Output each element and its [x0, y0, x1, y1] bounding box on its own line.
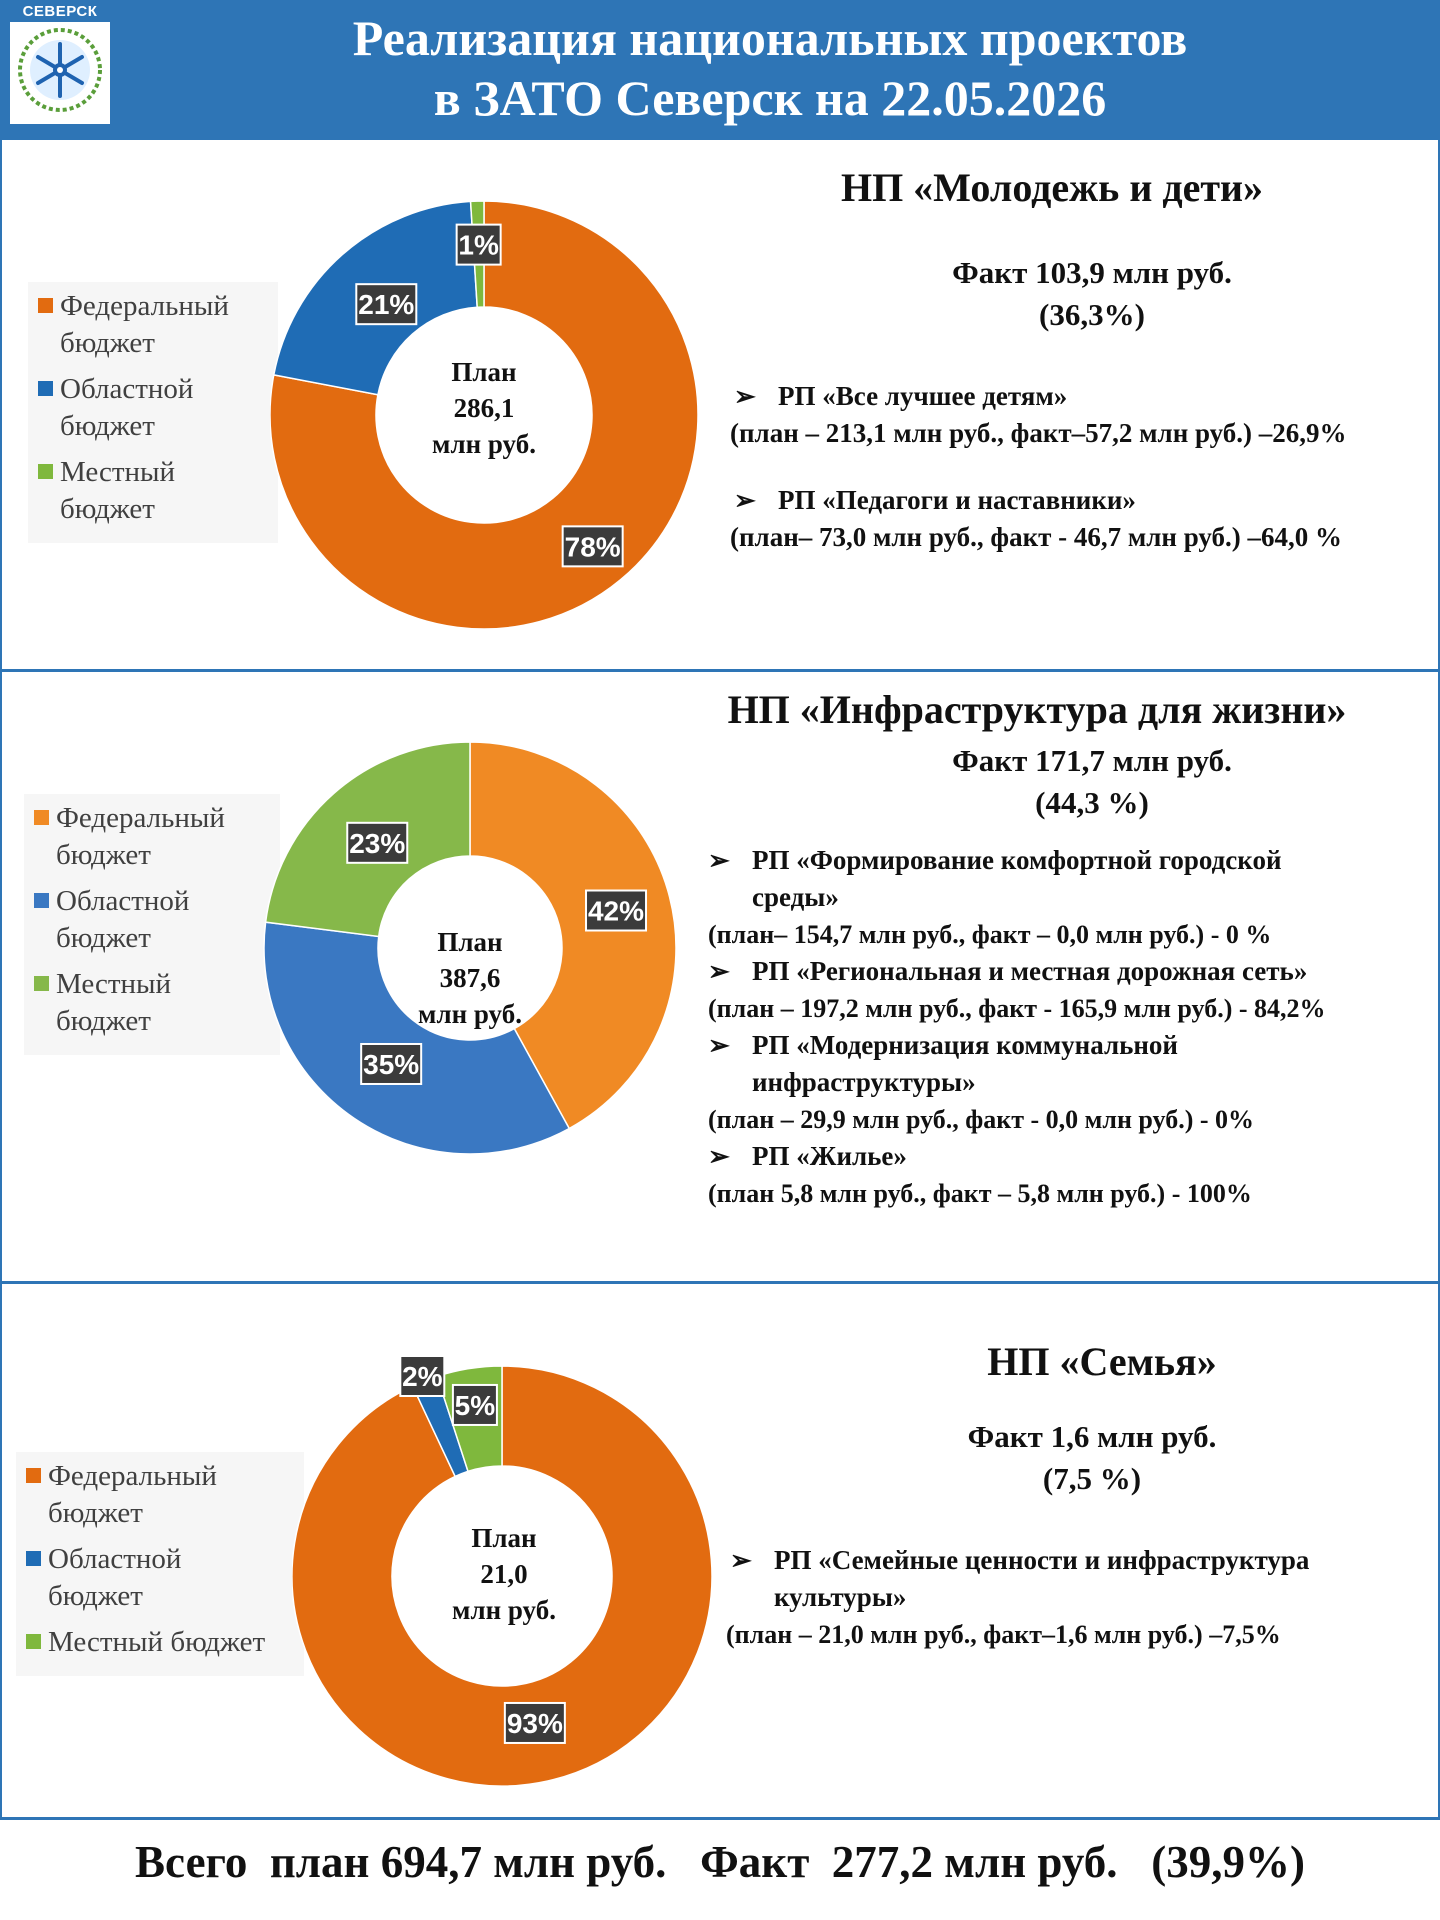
data-label-regional	[361, 1044, 421, 1084]
legend-item-federal	[26, 1458, 294, 1532]
rp-name-text: РП «Региональная и местная дорожная сеть»	[752, 956, 1308, 986]
rp-item	[730, 378, 1430, 452]
np-title: НП «Инфраструктура для жизни»	[727, 687, 1347, 732]
legend-swatch-federal	[26, 1468, 41, 1483]
title-line-2: в ЗАТО Северск на 22.05.2026	[433, 70, 1107, 126]
rp-item	[708, 953, 1438, 1027]
legend-label-federal: Федеральный бюджет	[60, 290, 229, 359]
np-title: НП «Молодежь и дети»	[840, 165, 1264, 210]
rp-list	[726, 1542, 1426, 1653]
svg-text:2%: 2%	[402, 1361, 443, 1392]
logo-ribbon-text: СЕВЕРСК	[10, 2, 110, 22]
arrowhead-bullet-icon: ➢	[708, 957, 730, 986]
rp-name	[734, 482, 1434, 519]
arrowhead-bullet-icon: ➢	[708, 1031, 730, 1060]
legend-swatch-local	[26, 1634, 41, 1649]
svg-text:5%: 5%	[454, 1389, 496, 1421]
rp-name-text: РП «Семейные ценности и инфраструктура культуры»	[774, 1545, 1310, 1612]
section-infrastructure	[0, 672, 1440, 1284]
rp-details: (план – 29,9 млн руб., факт - 0,0 млн руб.) - 0%	[708, 1105, 1255, 1134]
rp-name	[708, 953, 1438, 990]
legend-swatch-regional	[26, 1551, 41, 1566]
rp-item	[708, 1027, 1438, 1138]
rp-name-text: РП «Жилье»	[752, 1141, 907, 1171]
legend-swatch-regional	[34, 893, 49, 908]
rp-details: (план – 197,2 млн руб., факт - 165,9 млн руб.) - 84,2%	[708, 994, 1326, 1023]
rp-details: (план 5,8 млн руб., факт – 5,8 млн руб.) - 100%	[708, 1179, 1252, 1208]
chart-legend	[16, 1452, 304, 1676]
rp-name-text: РП «Модернизация коммунальной инфраструктуры»	[752, 1030, 1178, 1097]
rp-details: (план– 154,7 млн руб., факт – 0,0 млн руб.) - 0 %	[708, 920, 1272, 949]
legend-label-local: Местный бюджет	[48, 1626, 266, 1658]
data-label-local	[347, 823, 407, 863]
header-banner	[0, 0, 1440, 140]
svg-text:23%: 23%	[349, 827, 406, 859]
fact-summary	[882, 740, 1302, 824]
chart-center-label: План 387,6 млн руб.	[418, 927, 522, 1029]
legend-item-federal	[34, 800, 270, 874]
legend-swatch-federal	[38, 298, 53, 313]
legend-label-local: Местный бюджет	[56, 968, 172, 1037]
data-label-federal	[563, 526, 623, 566]
section-youth-children	[0, 140, 1440, 672]
rp-name-text: РП «Формирование комфортной городской среды»	[752, 845, 1282, 912]
section-family	[0, 1284, 1440, 1820]
rp-item	[708, 1138, 1438, 1212]
rp-details: (план– 73,0 млн руб., факт - 46,7 млн руб.) –64,0 %	[730, 522, 1343, 552]
fact-summary	[882, 1416, 1302, 1500]
fact-amount: Факт 171,7 млн руб.	[952, 743, 1232, 778]
grand-total: Всего план 694,7 млн руб. Факт 277,2 млн руб. (39,9%)	[135, 1837, 1305, 1887]
legend-item-local	[38, 454, 268, 528]
rp-name-text: РП «Все лучшее детям»	[778, 381, 1068, 411]
data-label-local	[457, 225, 501, 265]
legend-item-local	[26, 1624, 294, 1661]
rp-name	[734, 378, 1434, 415]
legend-label-local: Местный бюджет	[60, 456, 176, 525]
legend-item-regional	[34, 883, 270, 957]
rp-list	[730, 378, 1430, 556]
fact-percent: (36,3%)	[1039, 297, 1145, 332]
svg-text:78%: 78%	[564, 531, 621, 563]
arrowhead-bullet-icon: ➢	[734, 382, 756, 411]
fact-amount: Факт 1,6 млн руб.	[967, 1419, 1217, 1454]
svg-text:42%: 42%	[587, 895, 645, 927]
legend-item-regional	[38, 371, 268, 445]
fact-percent: (7,5 %)	[1042, 1461, 1142, 1496]
arrowhead-bullet-icon: ➢	[734, 486, 756, 515]
legend-label-regional: Областной бюджет	[48, 1543, 182, 1612]
chart-center-label: План 286,1 млн руб.	[432, 357, 536, 459]
rp-details: (план – 213,1 млн руб., факт–57,2 млн руб.) –26,9%	[730, 418, 1347, 448]
data-label-regional	[356, 284, 416, 324]
arrowhead-bullet-icon: ➢	[708, 846, 730, 875]
data-label-local	[453, 1385, 497, 1425]
snowflake-emblem-icon	[16, 26, 104, 114]
data-label-federal	[586, 891, 646, 931]
legend-swatch-federal	[34, 810, 49, 825]
fact-percent: (44,3 %)	[1035, 785, 1149, 820]
legend-swatch-regional	[38, 381, 53, 396]
svg-text:1%: 1%	[458, 229, 499, 261]
rp-item	[730, 482, 1430, 556]
data-label-regional	[400, 1356, 444, 1396]
legend-item-local	[34, 966, 270, 1040]
rp-item	[708, 842, 1438, 953]
legend-swatch-local	[38, 464, 53, 479]
rp-list	[708, 842, 1438, 1212]
rp-item	[726, 1542, 1426, 1653]
chart-legend	[28, 282, 278, 543]
fact-amount: Факт 103,9 млн руб.	[952, 255, 1232, 290]
svg-text:35%: 35%	[363, 1048, 420, 1080]
title-line-1: Реализация национальных проектов	[352, 10, 1188, 66]
legend-label-federal: Федеральный бюджет	[48, 1460, 217, 1529]
rp-name	[708, 1138, 1438, 1175]
chart-legend	[24, 794, 280, 1055]
data-label-federal	[505, 1703, 565, 1743]
svg-text:93%: 93%	[506, 1707, 563, 1739]
arrowhead-bullet-icon: ➢	[708, 1142, 730, 1171]
arrowhead-bullet-icon: ➢	[730, 1546, 752, 1575]
np-title: НП «Семья»	[987, 1339, 1217, 1384]
severs-emblem-logo	[8, 0, 112, 126]
legend-item-regional	[26, 1541, 294, 1615]
legend-label-regional: Областной бюджет	[60, 373, 194, 442]
rp-name	[708, 1027, 1438, 1101]
rp-name	[708, 842, 1438, 916]
legend-label-federal: Федеральный бюджет	[56, 802, 225, 871]
rp-details: (план – 21,0 млн руб., факт–1,6 млн руб.) –7,5%	[726, 1620, 1281, 1649]
legend-item-federal	[38, 288, 268, 362]
fact-summary	[802, 252, 1382, 336]
svg-text:21%: 21%	[358, 289, 415, 321]
chart-center-label: План 21,0 млн руб.	[452, 1523, 556, 1625]
page-title	[140, 8, 1400, 128]
rp-name-text: РП «Педагоги и наставники»	[778, 485, 1136, 515]
legend-label-regional: Областной бюджет	[56, 885, 190, 954]
legend-swatch-local	[34, 976, 49, 991]
rp-name	[730, 1542, 1430, 1616]
